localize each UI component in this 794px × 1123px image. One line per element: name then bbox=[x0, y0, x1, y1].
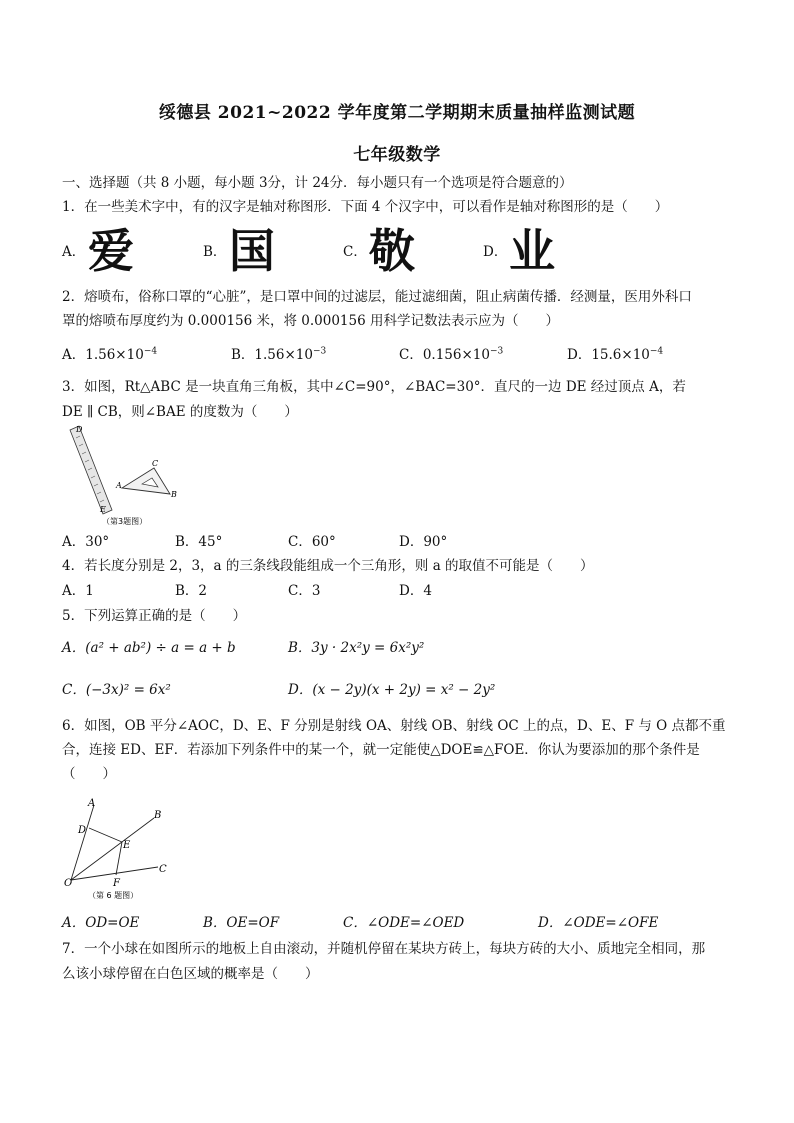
q6-label-b: B bbox=[154, 810, 162, 821]
q6-line-3: （ ） bbox=[62, 766, 116, 782]
q2-option-c-exp: −3 bbox=[489, 346, 504, 357]
q3-option-a: A．30° bbox=[62, 534, 110, 550]
q7-line-1: 7．一个小球在如图所示的地板上自由滚动，并随机停留在某块方砖上，每块方砖的大小、质地完全相同，那 bbox=[62, 941, 706, 957]
q3-label-b: B bbox=[171, 490, 177, 499]
q4-option-a: A．1 bbox=[62, 583, 94, 599]
q6-option-c: C．∠ODE=∠OED bbox=[343, 915, 465, 931]
exam-title: 绥德县 2021~2022 学年度第二学期期末质量抽样监测试题 bbox=[158, 103, 636, 123]
ruler-shape bbox=[70, 426, 112, 514]
q3-option-b: B．45° bbox=[175, 534, 223, 550]
set-square-shape bbox=[122, 468, 170, 494]
q2-option-b bbox=[231, 346, 326, 364]
q6-label-o: O bbox=[64, 878, 73, 889]
q2-option-d bbox=[567, 346, 663, 364]
q6-line-2: 合，连接 ED、EF．若添加下列条件中的某一个，就一定能使△DOE≌△FOE．你认为要添加的那个条件是 bbox=[62, 742, 700, 758]
q2-option-a-exp: −4 bbox=[143, 346, 158, 357]
q1-option-b-letter: B． bbox=[203, 244, 227, 260]
q1-option-c-letter: C． bbox=[343, 244, 367, 260]
q2-option-d-text: D．15.6×10 bbox=[567, 347, 650, 363]
q4-option-b: B．2 bbox=[175, 583, 208, 599]
q2-option-a-text: A．1.56×10 bbox=[62, 347, 144, 363]
q1-option-a-char: 爱 bbox=[88, 224, 134, 278]
q1-option-d-letter: D． bbox=[483, 244, 508, 260]
q6-line-1: 6．如图，OB 平分∠AOC，D、E、F 分别是射线 OA、射线 OB、射线 OC 上的点，D、E、F 与 O 点都不重 bbox=[62, 718, 726, 734]
q1-stem: 1．在一些美术字中，有的汉字是轴对称图形．下面 4 个汉字中，可以看作是轴对称图形的是（ ） bbox=[62, 199, 669, 215]
q3-label-d: D bbox=[76, 425, 83, 434]
q6-label-a: A bbox=[88, 798, 96, 809]
q4-stem: 4．若长度分别是 2，3，a 的三条线段能组成一个三角形，则 a 的取值不可能是（ ） bbox=[62, 558, 594, 574]
q6-label-e: E bbox=[123, 840, 131, 851]
section-heading: 一、选择题（共 8 小题，每小题 3分，计 24分．每小题只有一个选项是符合题意的） bbox=[62, 175, 573, 191]
q6-label-d: D bbox=[78, 825, 87, 836]
q2-option-a bbox=[62, 346, 157, 364]
q6-label-c: C bbox=[159, 864, 167, 875]
q4-option-c: C．3 bbox=[288, 583, 321, 599]
q5-option-c: C．(−3x)² = 6x² bbox=[62, 682, 171, 698]
q6-option-d: D．∠ODE=∠OFE bbox=[538, 915, 659, 931]
q1-option-a-letter: A． bbox=[62, 244, 86, 260]
q1-option-c-char: 敬 bbox=[369, 224, 415, 278]
q6-rays bbox=[71, 805, 158, 880]
q3-label-c: C bbox=[152, 459, 159, 468]
q3-label-e: E bbox=[100, 505, 106, 514]
q5-option-a: A．(a² + ab²) ÷ a = a + b bbox=[62, 640, 236, 656]
q3-option-c: C．60° bbox=[288, 534, 336, 550]
q3-line-2: DE ∥ CB，则∠BAE 的度数为（ ） bbox=[62, 404, 298, 420]
q6-option-b: B．OE=OF bbox=[203, 915, 280, 931]
q4-option-d: D．4 bbox=[399, 583, 432, 599]
q1-option-d-char: 业 bbox=[509, 224, 555, 278]
q6-figure-caption: （第 6 题图） bbox=[88, 891, 139, 900]
q2-option-b-exp: −3 bbox=[312, 346, 327, 357]
q6-option-a: A．OD=OE bbox=[62, 915, 140, 931]
q5-option-d: D．(x − 2y)(x + 2y) = x² − 2y² bbox=[288, 682, 496, 698]
q2-option-c-text: C．0.156×10 bbox=[399, 347, 490, 363]
q2-option-d-exp: −4 bbox=[649, 346, 664, 357]
q5-option-b: B．3y · 2x²y = 6x²y² bbox=[288, 640, 425, 656]
q7-line-2: 么该小球停留在白色区域的概率是（ ） bbox=[62, 966, 319, 982]
q2-option-c bbox=[399, 346, 503, 364]
q6-figure bbox=[62, 794, 174, 904]
q6-label-f: F bbox=[113, 878, 120, 889]
q5-stem: 5．下列运算正确的是（ ） bbox=[62, 608, 247, 624]
q2-option-b-text: B．1.56×10 bbox=[231, 347, 313, 363]
q3-line-1: 3．如图，Rt△ABC 是一块直角三角板，其中∠C=90°，∠BAC=30°．直尺的一边 DE 经过顶点 A，若 bbox=[62, 379, 686, 395]
q3-figure bbox=[64, 424, 184, 528]
q3-label-a: A bbox=[116, 481, 122, 490]
exam-subtitle: 七年级数学 bbox=[353, 145, 441, 165]
q3-option-d: D．90° bbox=[399, 534, 448, 550]
q2-line-2: 罩的熔喷布厚度约为 0.000156 米，将 0.000156 用科学记数法表示应为（ ） bbox=[62, 313, 559, 329]
q2-line-1: 2．熔喷布，俗称口罩的“心脏”，是口罩中间的过滤层，能过滤细菌，阻止病菌传播．经测量，医用外科口 bbox=[62, 289, 692, 305]
q3-figure-caption: （第3题图） bbox=[102, 517, 148, 526]
q1-option-b-char: 国 bbox=[229, 224, 275, 278]
